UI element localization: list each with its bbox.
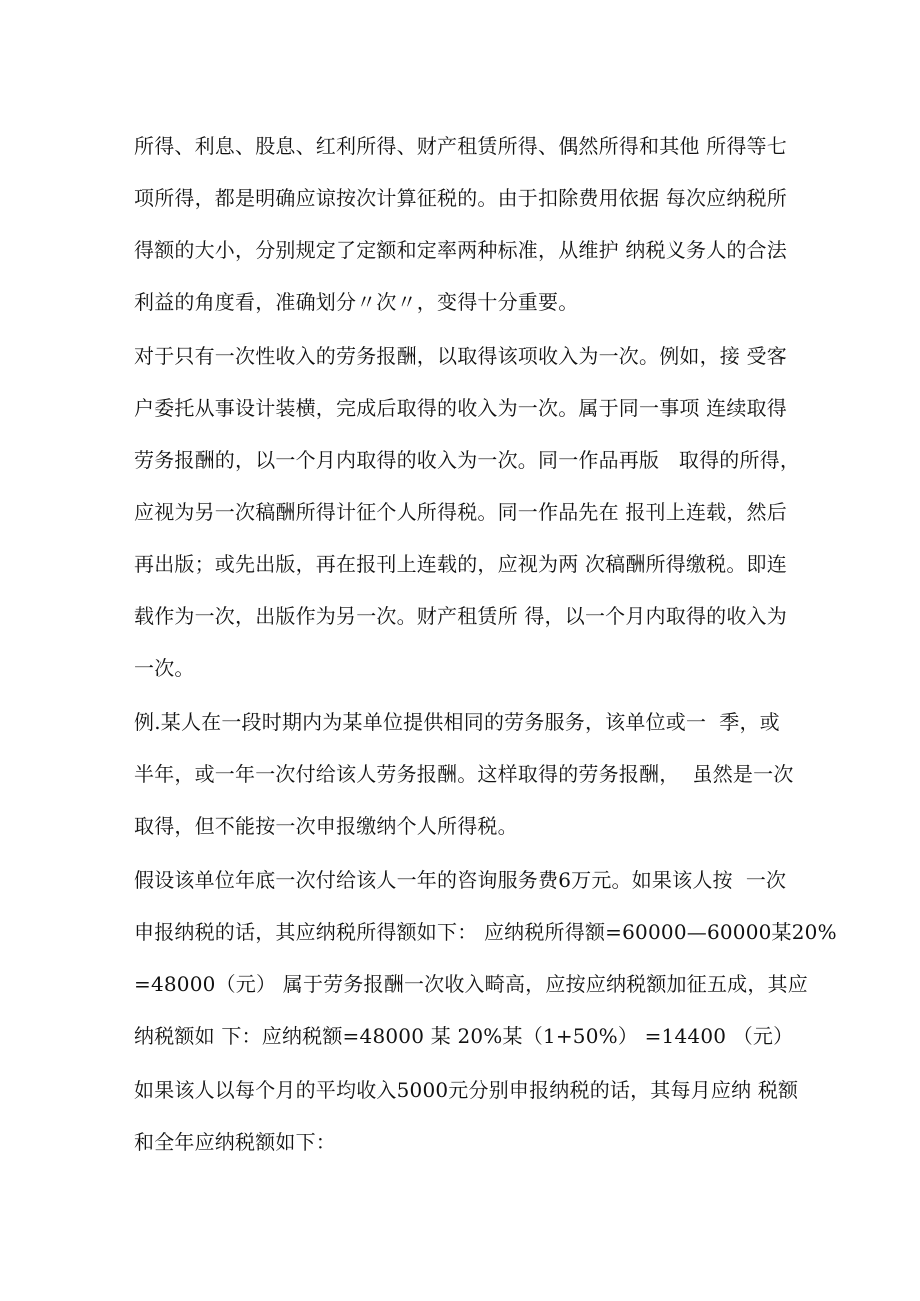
text-line: =48000（元） 属于劳务报酬一次收入畸高，应按应纳税额加征五成，其应: [134, 972, 808, 996]
text-line: 纳税额如 下：应纳税额=48000 某 20%某（1+50%） =14400 （元）: [134, 1024, 794, 1048]
paragraph-calculation: [134, 854, 837, 1062]
paragraph-monthly-declaration: [134, 1064, 799, 1168]
text-line: 如果该人以每个月的平均收入5000元分别申报纳税的话，其每月应纳 税额: [134, 1078, 799, 1102]
text-line: 再出版；或先出版，再在报刊上连载的，应视为两 次稿酬所得缴税。即连: [134, 552, 787, 576]
text-line: 假设该单位年底一次付给该人一年的咨询服务费6万元。如果该人按 一次: [134, 868, 787, 892]
text-line: 劳务报酬的，以一个月内取得的收入为一次。同一作品再版 取得的所得，: [134, 448, 801, 472]
text-line: 项所得，都是明确应谅按次计算征税的。由于扣除费用依据 每次应纳税所: [134, 186, 787, 210]
paragraph-example: [134, 696, 794, 852]
text-line: 和全年应纳税额如下：: [134, 1130, 336, 1154]
text-line: 申报纳税的话，其应纳税所得额如下： 应纳税所得额=60000—60000某20%: [134, 920, 837, 944]
text-line: 利益的角度看，准确划分〃次〃，变得十分重要。: [134, 290, 579, 314]
text-line: 得额的大小，分别规定了定额和定率两种标准，从维护 纳税义务人的合法: [134, 238, 787, 262]
text-line: 户委托从事设计装横，完成后取得的收入为一次。属于同一事项 连续取得: [134, 396, 787, 420]
text-line: 所得、利息、股息、红利所得、财产租赁所得、偶然所得和其他 所得等七: [134, 134, 787, 158]
text-line: 一次。: [134, 656, 195, 680]
paragraph-tax-by-occurrence: [134, 120, 794, 328]
paragraph-labor-remuneration: [134, 330, 801, 694]
text-line: 应视为另一次稿酬所得计征个人所得税。同一作品先在 报刊上连载，然后: [134, 500, 787, 524]
text-line: 载作为一次，出版作为另一次。财产租赁所 得，以一个月内取得的收入为: [134, 604, 787, 628]
text-line: 半年，或一年一次付给该人劳务报酬。这样取得的劳务报酬， 虽然是一次: [134, 762, 794, 786]
text-line: 对于只有一次性收入的劳务报酬，以取得该项收入为一次。例如，接 受客: [134, 344, 787, 368]
text-line: 例.某人在一段时期内为某单位提供相同的劳务服务，该单位或一 季，或: [134, 710, 780, 734]
text-line: 取得，但不能按一次申报缴纳个人所得税。: [134, 814, 518, 838]
